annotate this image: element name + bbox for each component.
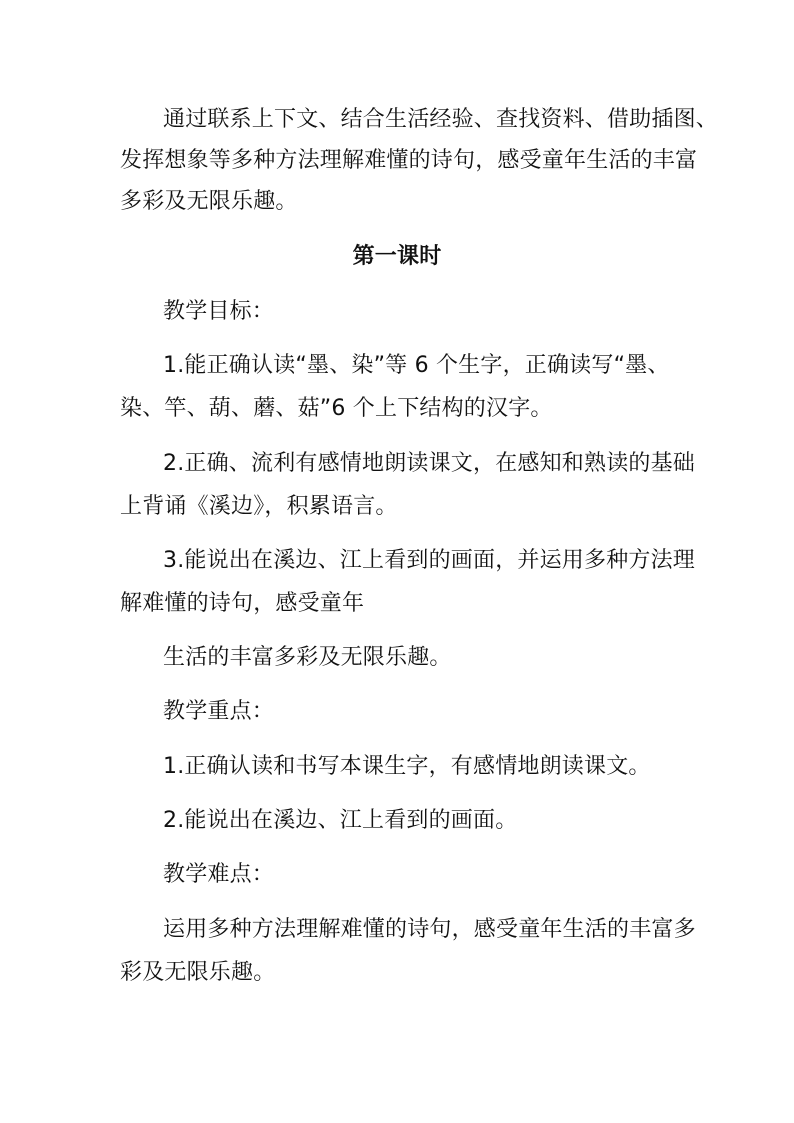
goal-3-line-3: 生活的丰富多彩及无限乐趣。 (163, 645, 452, 670)
paragraph-line-1: 通过联系上下文、结合生活经验、查找资料、借助插图、 (163, 107, 719, 132)
paragraph-line-3: 多彩及无限乐趣。 (120, 189, 298, 214)
key-point-1: 1.正确认读和书写本课生字，有感情地朗读课文。 (163, 754, 651, 779)
goal-1-line-1: 1.能正确认读“墨、染”等 6 个生字，正确读写“墨、 (163, 353, 670, 378)
key-points-label: 教学重点： (163, 699, 275, 724)
key-point-2: 2.能说出在溪边、江上看到的画面。 (163, 808, 518, 833)
goal-2-line-1: 2.正确、流利有感情地朗读课文，在感知和熟读的基础 (163, 451, 695, 476)
goal-3-line-2: 解难懂的诗句，感受童年 (120, 591, 365, 616)
paragraph-line-2: 发挥想象等多种方法理解难懂的诗句，感受童年生活的丰富 (120, 148, 698, 173)
teaching-goals-label: 教学目标： (163, 299, 275, 324)
goal-1-line-2: 染、竿、葫、蘑、菇”6 个上下结构的汉字。 (120, 396, 553, 421)
difficulty-line-1: 运用多种方法理解难懂的诗句，感受童年生活的丰富多 (163, 917, 696, 942)
difficulties-label: 教学难点： (163, 862, 275, 887)
goal-2-line-2: 上背诵《溪边》，积累语言。 (120, 494, 398, 519)
difficulty-line-2: 彩及无限乐趣。 (120, 960, 276, 985)
section-heading: 第一课时 (352, 244, 442, 269)
goal-3-line-1: 3.能说出在溪边、江上看到的画面，并运用多种方法理 (163, 548, 695, 573)
